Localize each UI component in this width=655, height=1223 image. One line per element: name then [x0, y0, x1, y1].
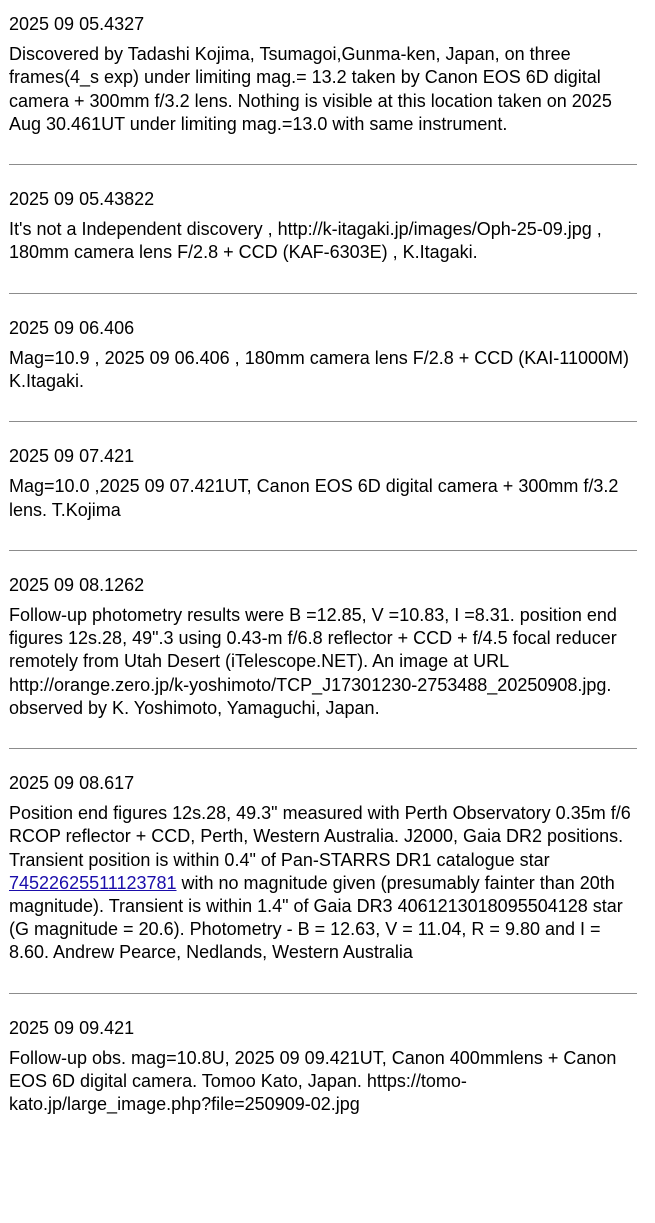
catalogue-star-link[interactable]: 74522625511123781 [9, 872, 177, 893]
entry-separator [9, 293, 637, 294]
entry-separator [9, 993, 637, 994]
entry-separator [9, 748, 637, 749]
entry-text: Discovered by Tadashi Kojima, Tsumagoi,Gunma-ken, Japan, on three frames(4_s exp) under limiting mag.= 13.2 taken by Canon EOS 6D digital camera + 300mm f/3.2 lens. Nothing is visible at this location taken on 2025 Aug 30.461UT under limiting mag.=13.0 with same instrument. [9, 44, 612, 134]
entry-separator [9, 164, 637, 165]
entry-text [9, 802, 637, 964]
entry-date: 2025 09 08.1262 [9, 574, 145, 595]
report-entry [9, 574, 637, 720]
entry-separator [9, 421, 637, 422]
entry-text: Follow-up photometry results were B =12.85, V =10.83, I =8.31. position end figures 12s.28, 49".3 using 0.43-m f/6.8 reflector + CCD + f/4.5 focal reducer remotely from Utah Desert (iTelescope.NET). An image at URL http://orange.zero.jp/k-yoshimoto/TCP_J17301230-2753488_20250908.jpg. observed by K. Yoshimoto, Yamaguchi, Japan. [9, 605, 617, 718]
entry-date: 2025 09 05.43822 [9, 189, 155, 210]
entry-date: 2025 09 07.421 [9, 446, 135, 467]
report-entry [9, 317, 637, 394]
entry-text-after-link: with no magnitude given (presumably fainter than 20th magnitude). Transient is within 1.4" of Gaia DR3 4061213018095504128 star (G magnitude = 20.6). Photometry - B = 12.63, V = 11.04, R = 9.80 and I = 8.60. Andrew Pearce, Nedlands, Western Australia [9, 872, 623, 963]
report-entry [9, 772, 637, 965]
entry-text: Mag=10.0 ,2025 09 07.421UT, Canon EOS 6D digital camera + 300mm f/3.2 lens. T.Kojima [9, 476, 619, 520]
entry-text-before-link: Position end figures 12s.28, 49.3" measured with Perth Observatory 0.35m f/6 RCOP reflector + CCD, Perth, Western Australia. J2000, Gaia DR2 positions. Transient position is within 0.4" of Pan-STARRS DR1 catalogue star [9, 803, 631, 870]
report-entry [9, 188, 637, 265]
entry-text: It's not a Independent discovery , http://k-itagaki.jp/images/Oph-25-09.jpg , 180mm camera lens F/2.8 + CCD (KAF-6303E) , K.Itagaki. [9, 219, 602, 263]
entry-date: 2025 09 08.617 [9, 773, 135, 794]
report-entry [9, 1017, 637, 1117]
report-entry [9, 13, 637, 136]
entry-separator [9, 550, 637, 551]
entry-text: Mag=10.9 , 2025 09 06.406 , 180mm camera lens F/2.8 + CCD (KAI-11000M) K.Itagaki. [9, 347, 629, 392]
report-entry [9, 445, 637, 522]
entry-date: 2025 09 05.4327 [9, 14, 145, 34]
entry-date: 2025 09 09.421 [9, 1017, 135, 1038]
entry-date: 2025 09 06.406 [9, 317, 135, 338]
entry-text: Follow-up obs. mag=10.8U, 2025 09 09.421UT, Canon 400mmlens + Canon EOS 6D digital camera. Tomoo Kato, Japan. https://tomo-kato.jp/large_image.php?file=250909-02.jpg [9, 1047, 617, 1115]
